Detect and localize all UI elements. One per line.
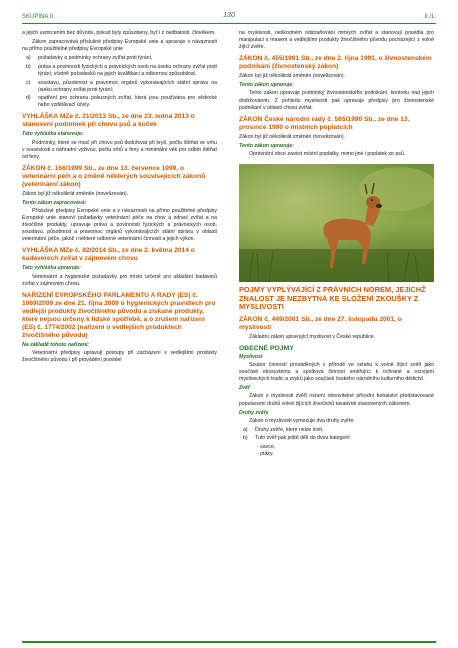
subheading: Tato vyhláška stanovuje: <box>22 131 84 138</box>
paragraph: Zákon byl již několikrát změněn (novelizován). <box>239 73 346 80</box>
deer-photo <box>239 164 434 282</box>
subheading: Tento zákon upravuje: <box>239 142 294 149</box>
page-number: 130 <box>223 12 235 19</box>
subheading: Tato vyhláška upravuje: <box>22 265 81 272</box>
paragraph: Zákon o myslivosti zvěří rozumí obnovitelné přírodní bohatství představované populacemi druhů volně žijících živočichů taxativně stanovených zákonem. <box>239 393 434 407</box>
list-item: - savce, <box>257 444 276 451</box>
sublist <box>239 444 434 458</box>
subheading: Na základě tohoto nařízení: <box>22 341 90 348</box>
list-item: d) opatření pro ochranu pokusných zvířat, která jsou používána pro vědecké nebo vzdělávací účely. <box>26 95 217 109</box>
paragraph: Zákon zapracovává příslušné předpisy Evropské unie a upravuje v návaznosti na přímo použitelné předpisy Evropské unie <box>22 39 217 53</box>
paragraph: Zákon byl již několikrát změněn (novelizován). <box>22 190 129 197</box>
section-heading: POJMY VYPLÝVAJÍCÍ Z PRÁVNÍCH NOREM, JEJICHŽ ZNALOST JE NEZBYTNÁ KE SLOŽENÍ ZKOUŠKY Z MYSLIVOSTI <box>239 285 426 312</box>
paragraph: Oprávnění obce zavést místní poplatky, mimo jiné i poplatek ze psů. <box>249 150 406 157</box>
paragraph: na myslivosti, neškodném odstraňování mrtvých zvířat a stanovují pravidla pro manipulaci s masem a vedlejšími produkty živočišného původu pocházející z volně žijící zvěře. <box>239 30 434 51</box>
subheading: Zvěř <box>239 385 250 392</box>
chapter-label: II./1. <box>424 14 436 20</box>
section-heading: VYHLÁŠKA MZe č. 21/2013 Sb., ze dne 23. ledna 2013 o stanovení podmínek při chovu psů a koček <box>22 113 195 129</box>
section-label: SKUPINA II. <box>22 14 55 20</box>
paragraph: Tento zákon upravuje podmínky živnostenského podnikání, kontrolu nad jejich dodržováním. Z pohledu myslivosti pak upravuje předpisy pro živnostenské podnikání v oblasti chovu zvířat. <box>239 90 434 111</box>
paragraph: Veterinární a hygienické požadavky pro místo určené pro ukládání kadáverů zvířat v zájmovém chovu. <box>22 273 217 287</box>
subheading: Druhy zvěře <box>239 409 269 416</box>
list-item: a) Druhy zvěře, které nelze lovit. <box>243 426 324 433</box>
paragraph: Podmínky, které se musí při chovu psů dodržovat při krytí, počtu štěňat ve vrhu v souvislosti s náhradní výživou, počtu vrhů u feny a minimální věk pro odběr štěňat od feny. <box>22 139 217 160</box>
section-heading: ZÁKON České národní rady č. 565/1990 Sb., ze dne 13. prosince 1990 o místních poplatcích <box>239 115 410 131</box>
list-item: b) Tuto zvěř pak ještě dělí do dvou kategorií: <box>243 435 352 442</box>
paragraph: Příslušné předpisy Evropské unie a v návaznosti na přímo použitelné předpisy Evropské unie stanoví požadavky veterinární péče na chov a zdraví zvířat a na živočišné produkty, upravuje práva a povinnosti fyzických a právnických osob, soustavu, působnost a pravomoc orgánů vykonávajících státní správu v oblasti veterinární péče, jakož i některé odborné veterinární činnosti a jejich výkon. <box>22 208 217 243</box>
left-column <box>22 30 217 366</box>
subheading: Tento zákon zapracovává: <box>22 199 87 206</box>
list <box>22 55 217 109</box>
list-item: c) soustavu, působnost a pravomoc orgánů vykonávajících státní správu na úseku ochrany zvířat proti týrání; <box>26 79 217 93</box>
section-heading: ZÁKON č. 166/1999 Sb., ze dne 13. července 1999, o veterinární péči a o změně některých souvisejících zákonů (veterinární zákon) <box>22 164 206 188</box>
list-item: - ptáky. <box>257 451 274 458</box>
section-heading: ZÁKON č. 455/1991 Sb., ze dne 2. října 1991, o živnostenském podnikání (živnostenský zákon) <box>239 55 432 71</box>
subheading: Myslivost <box>239 354 263 360</box>
section-heading: NAŘÍZENÍ EVROPSKÉHO PARLAMENTU A RADY (ES) č. 1069/2009 ze dne 21. října 2009 o hygienických pravidlech pro vedlejší produkty živočišného původu a získané produkty, které nejsou určeny k lidské spotřebě, a o zrušení nařízení (ES) č. 1774/2002 (nařízení o vedlejších produktech živočišného původu) <box>22 291 216 339</box>
paragraph: Základní zákon upravující myslivost v České republice. <box>249 333 375 340</box>
list-item: a) požadavky a podmínky ochrany zvířat proti týrání, <box>26 55 153 62</box>
footer-rule <box>22 641 436 643</box>
subheading: Tento zákon upravuje: <box>239 82 294 89</box>
section-heading: ZÁKON č. 449/2001 Sb., ze dne 27. listopadu 2001, o myslivosti <box>239 315 402 331</box>
right-column <box>239 30 434 458</box>
paragraph: Veterinární předpisy upravují postupy při zacházení s vedlejšími produkty živočišného původu i při provádění pravidel <box>22 349 217 363</box>
paragraph: Zákon byl již několikrát změněn (novelizován). <box>239 133 346 140</box>
section-heading: OBECNÉ POJMY <box>239 344 294 352</box>
page-header <box>22 14 436 26</box>
header-rule <box>22 23 436 24</box>
paragraph: a jejich usmrcením bez důvodu, pokud byly způsobeny, byť i z nedbalosti, člověkem. <box>22 30 216 36</box>
list-item: b) práva a povinnosti fyzických a právnických osob na úseku ochrany zvířat proti týrání, včetně požadavků na jejich kvalifikaci a odbornou způsobilost, <box>26 63 217 77</box>
paragraph: Zákon o myslivosti vymezuje dva druhy zvěře: <box>249 417 355 424</box>
section-heading: VYHLÁŠKA MZe č. 82/2014 Sb., ze dne 2. května 2014 o kadáverech zvířat v zájmovém chovu <box>22 247 195 263</box>
paragraph: Soubor činností prováděných v přírodě ve vztahu k volně žijící zvěři jako součásti ekosystému a spolková činnost směřující k ochraně a rozvíjení mysliveckých tradic a zvyků jako součásti českého národního kulturního dědictví. <box>239 362 434 383</box>
